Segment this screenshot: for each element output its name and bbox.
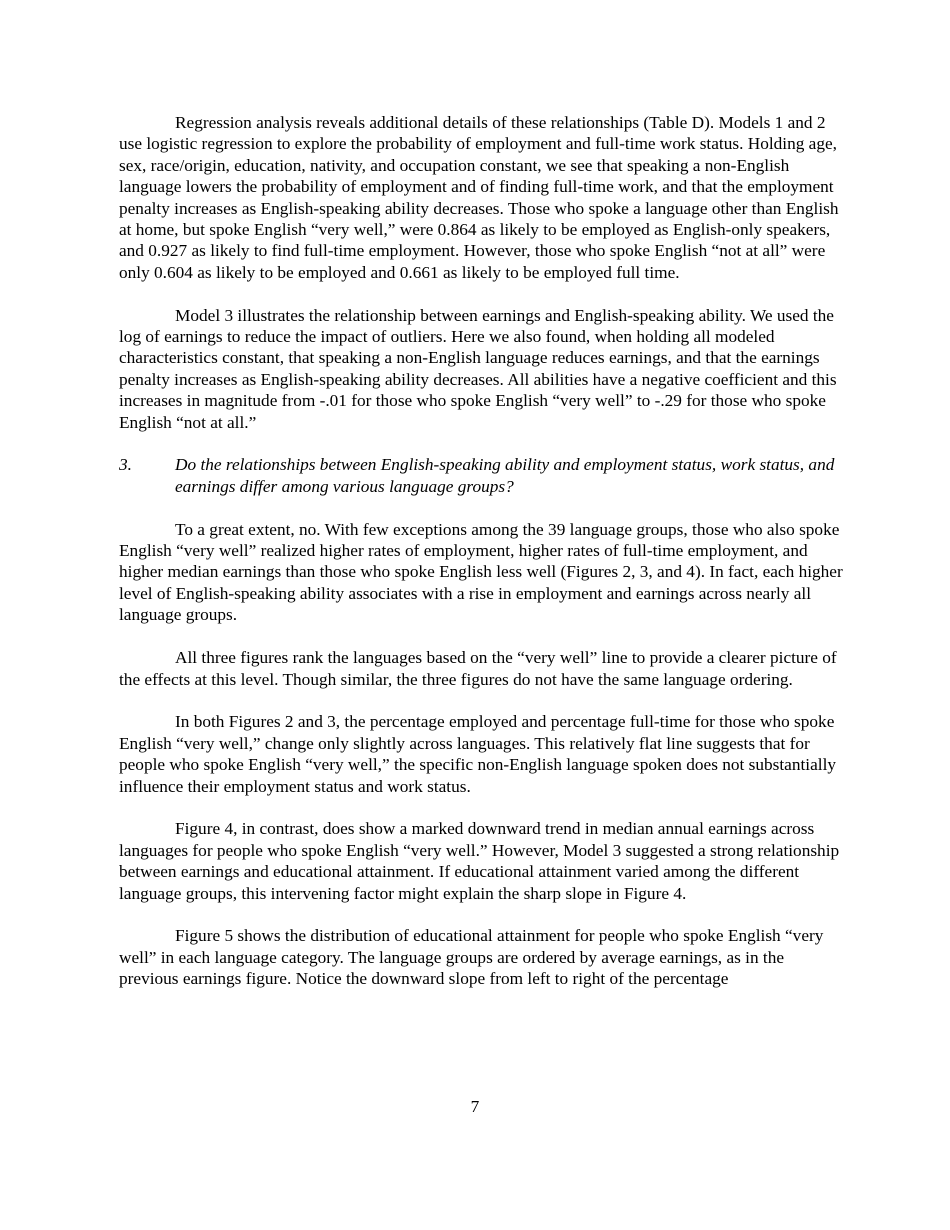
paragraph-model-3: Model 3 illustrates the relationship between earnings and English-speaking ability. We used the log of earnings to reduce the impact of outliers. Here we also found, when holding all modeled characteristics constant, that speaking a non-English language reduces earnings, and that the earnings penalty increases as English-speaking ability decreases. All abilities have a negative coefficient and this increases in magnitude from -.01 for those who spoke English “very well” to -.29 for those who spoke English “not at all.” xyxy=(119,305,837,432)
page-body xyxy=(119,112,847,1011)
paragraph-three-figures: All three figures rank the languages based on the “very well” line to provide a clearer picture of the effects at this level. Though similar, the three figures do not have the same language ordering. xyxy=(119,648,837,689)
paragraph-great-extent: To a great extent, no. With few exceptions among the 39 language groups, those who also spoke English “very well” realized higher rates of employment, higher rates of full-time employment, and higher median earnings than those who spoke English less well (Figures 2, 3, and 4). In fact, each higher level of English-speaking ability associates with a rise in employment and earnings across nearly all language groups. xyxy=(119,519,843,625)
question-text: Do the relationships between English-speaking ability and employment status, work status, and earnings differ among various language groups? xyxy=(175,455,835,496)
paragraph-regression-analysis: Regression analysis reveals additional details of these relationships (Table D). Models 1 and 2 use logistic regression to explore the probability of employment and full-time work status. Holding age, sex, race/origin, education, nativity, and occupation constant, we see that speaking a non-English language lowers the probability of employment and of finding full-time work, and that the employment penalty increases as English-speaking ability decreases. Those who spoke a language other than English at home, but spoke English “very well,” were 0.864 as likely to be employed as English-only speakers, and 0.927 as likely to find full-time employment. However, those who spoke English “not at all” were only 0.604 as likely to be employed and 0.661 as likely to be employed full time. xyxy=(119,113,839,282)
paragraph-figure-4: Figure 4, in contrast, does show a marked downward trend in median annual earnings across languages for people who spoke English “very well.” However, Model 3 suggested a strong relationship between earnings and educational attainment. If educational attainment varied among the different language groups, this intervening factor might explain the sharp slope in Figure 4. xyxy=(119,819,840,903)
question-number: 3. xyxy=(119,455,132,475)
paragraph-figure-5: Figure 5 shows the distribution of educational attainment for people who spoke English “very well” in each language category. The language groups are ordered by average earnings, as in the previous earnings figure. Notice the downward slope from left to right of the percentage xyxy=(119,926,824,989)
research-question-3 xyxy=(119,454,847,497)
page-number: 7 xyxy=(470,1097,480,1116)
paragraph-figures-2-3: In both Figures 2 and 3, the percentage employed and percentage full-time for those who spoke English “very well,” change only slightly across languages. This relatively flat line suggests that for people who spoke English “very well,” the specific non-English language spoken does not substantially influence their employment status and work status. xyxy=(119,712,837,796)
